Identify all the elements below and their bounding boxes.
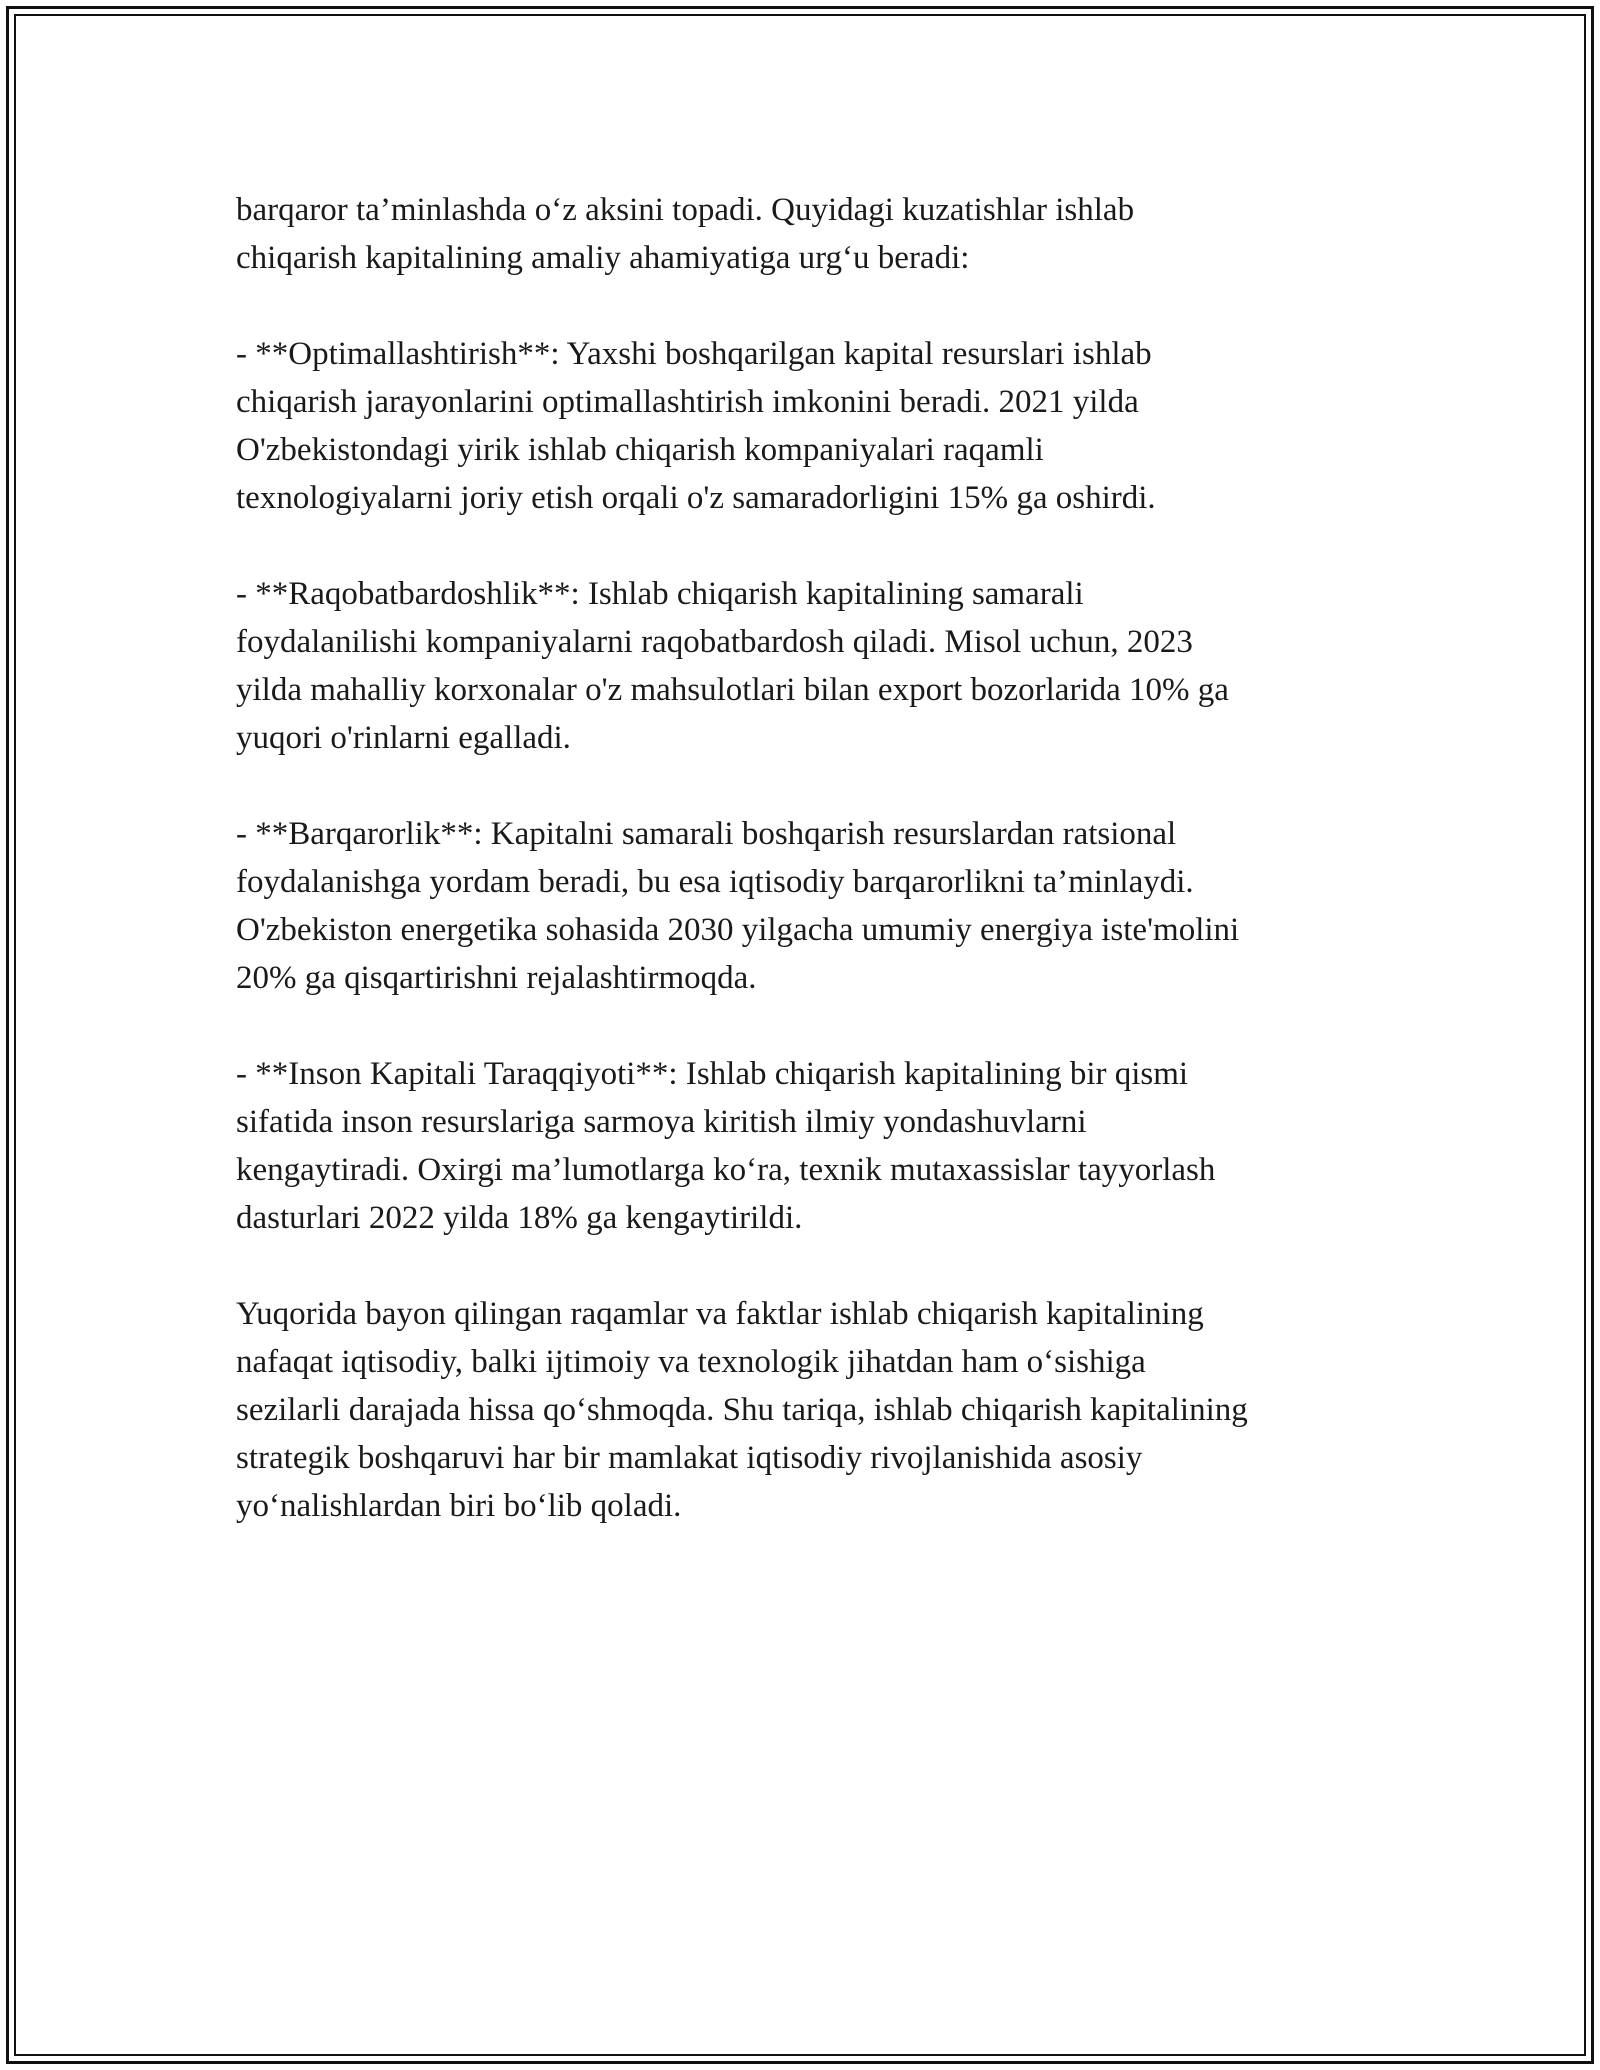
optimization-paragraph: - **Optimallashtirish**: Yaxshi boshqarilgan kapital resurslari ishlab chiqarish jarayonlarini optimallashtirish imkonini beradi. 2021 yilda O'zbekistondagi yirik ishlab chiqarish kompaniyalari raqamli texnologiyalarni joriy etish orqali o'z samaradorligini 15% ga oshirdi.	[236, 336, 1156, 516]
human-capital-paragraph: - **Inson Kapitali Taraqqiyoti**: Ishlab chiqarish kapitalining bir qismi sifatida inson resurslariga sarmoya kiritish ilmiy yondashuvlarni kengaytiradi. Oxirgi ma’lumotlarga ko‘ra, texnik mutaxassislar tayyorlash dasturlari 2022 yilda 18% ga kengaytirildi.	[236, 1056, 1216, 1236]
sustainability-paragraph: - **Barqarorlik**: Kapitalni samarali boshqarish resurslardan ratsional foydalanishga yordam beradi, bu esa iqtisodiy barqarorlikni ta’minlaydi. O'zbekiston energetika sohasida 2030 yilgacha umumiy energiya iste'molini 20% ga qisqartirishni rejalashtirmoqda.	[236, 816, 1240, 996]
competitiveness-paragraph: - **Raqobatbardoshlik**: Ishlab chiqarish kapitalining samarali foydalanilishi kompaniyalarni raqobatbardosh qiladi. Misol uchun, 2023 yilda mahalliy korxonalar o'z mahsulotlari bilan export bozorlarida 10% ga yuqori o'rinlarni egalladi.	[236, 576, 1229, 756]
intro-paragraph: barqaror ta’minlashda o‘z aksini topadi. Quyidagi kuzatishlar ishlab chiqarish kapitalining amaliy ahamiyatiga urg‘u beradi:	[236, 192, 1135, 276]
document-body	[236, 186, 1376, 1530]
conclusion-paragraph: Yuqorida bayon qilingan raqamlar va faktlar ishlab chiqarish kapitalining nafaqat iqtisodiy, balki ijtimoiy va texnologik jihatdan ham o‘sishiga sezilarli darajada hissa qo‘shmoqda. Shu tariqa, ishlab chiqarish kapitalining strategik boshqaruvi har bir mamlakat iqtisodiy rivojlanishida asosiy yo‘nalishlardan biri bo‘lib qoladi.	[236, 1296, 1248, 1524]
